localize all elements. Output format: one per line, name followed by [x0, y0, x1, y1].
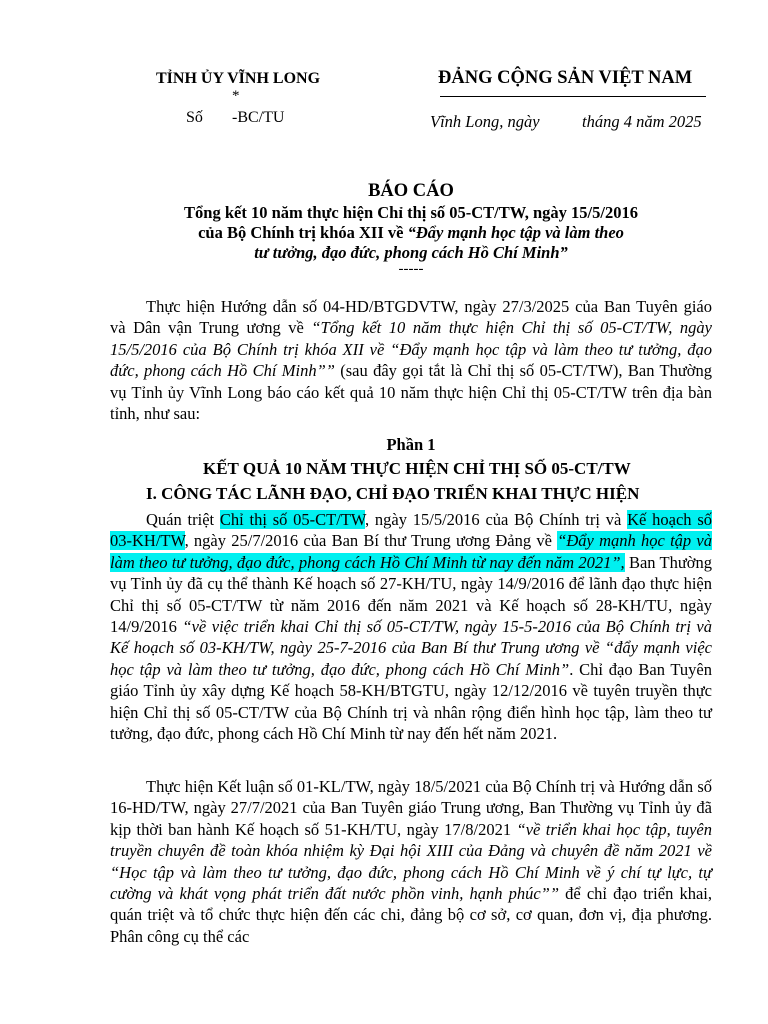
intro-text-1: Thực hiện Hướng dẫn số 04-HD/BTGDVTW, ngày 27/3/2025 của Ban Tuyên giáo và Dân vận Trung ương về	[110, 297, 712, 338]
section-heading: I. CÔNG TÁC LÃNH ĐẠO, CHỈ ĐẠO TRIỂN KHAI THỰC HIỆN	[146, 484, 640, 503]
report-subtitle-line-2	[110, 223, 712, 243]
paragraph-conclusion-01	[110, 776, 712, 947]
subtitle-line-2-plain: của Bộ Chính trị khóa XII về	[198, 223, 408, 242]
title-separator: -----	[398, 261, 424, 277]
place-date-suffix: tháng 4 năm 2025	[582, 112, 702, 131]
intro-paragraph	[110, 296, 712, 424]
report-title: BÁO CÁO	[368, 181, 454, 201]
highlight-directive-05: Chỉ thị số 05-CT/TW	[219, 510, 365, 529]
party-name-underline	[440, 96, 706, 97]
para2-text-2: để chỉ đạo triển khai, quán triệt và tổ chức thực hiện đến các chi, đảng bộ cơ sở, cơ quan, đơn vị, địa phương. Phân công cụ thể các	[110, 884, 712, 946]
header-star: *	[232, 88, 240, 104]
report-subtitle-line-3: tư tưởng, đạo đức, phong cách Hồ Chí Minh”	[254, 243, 568, 262]
para1-italic-quote: “về việc triển khai Chỉ thị số 05-CT/TW, ngày 15-5-2016 của Bộ Chính trị và Kế hoạch số 03-KH/TW, ngày 25-7-2016 của Ban Bí thư Trung ương về “đẩy mạnh việc học tập và làm theo tư tưởng, đạo đức, phong cách Hồ Chí Minh”	[110, 617, 713, 679]
report-subtitle-line-1: Tổng kết 10 năm thực hiện Chỉ thị số 05-CT/TW, ngày 15/5/2016	[184, 203, 638, 222]
party-name: ĐẢNG CỘNG SẢN VIỆT NAM	[438, 68, 693, 88]
paragraph-directive-implementation	[110, 509, 712, 744]
document-number-code: -BC/TU	[232, 109, 285, 126]
subtitle-line-2-italic: “Đẩy mạnh học tập và làm theo	[407, 223, 624, 242]
intro-text-2: (sau đây gọi tắt là Chỉ thị số 05-CT/TW), Ban Thường vụ Tỉnh ủy Vĩnh Long báo cáo kết quả 10 năm thực hiện Chỉ thị 05-CT/TW trên địa bàn tỉnh, như sau:	[110, 361, 712, 424]
highlight-campaign-title: “Đẩy mạnh học tập và làm theo tư tưởng, đạo đức, phong cách Hồ Chí Minh từ nay đến năm 2021”,	[110, 531, 712, 572]
para1-text-5: . Chỉ đạo Ban Tuyên giáo Tỉnh ủy xây dựng Kế hoạch 58-KH/BTGTU, ngày 12/12/2016 về tuyên truyền thực hiện Chỉ thị số 05-CT/TW của Bộ Chính trị và nhân rộng điển hình học tập, làm theo tư tưởng, đạo đức, phong cách Hồ Chí Minh từ nay đến hết năm 2021.	[110, 659, 712, 744]
document-number-label: Số	[186, 109, 203, 126]
issuing-organization: TỈNH ỦY VĨNH LONG	[155, 70, 321, 87]
para2-text-1: Thực hiện Kết luận số 01-KL/TW, ngày 18/5/2021 của Bộ Chính trị và Hướng dẫn số 16-HD/TW, ngày 27/7/2021 của Ban Tuyên giáo Trung ương, Ban Thường vụ Tỉnh ủy đã kịp thời ban hành Kế hoạch số 51-KH/TU, ngày 17/8/2021	[110, 777, 712, 839]
part-heading: KẾT QUẢ 10 NĂM THỰC HIỆN CHỈ THỊ SỐ 05-CT/TW	[203, 459, 631, 478]
para1-text-4: Ban Thường vụ Tỉnh ủy đã cụ thể thành Kế hoạch số 27-KH/TU, ngày 14/9/2016 để lãnh đạo thực hiện Chỉ thị số 05-CT/TW từ năm 2016 đến năm 2021 và Kế hoạch số 28-KH/TU, ngày 14/9/2016	[110, 552, 713, 637]
para1-text-1: Quán triệt	[146, 510, 220, 529]
highlight-plan-03: Kế hoạch số 03-KH/TW	[110, 510, 713, 551]
para2-italic-quote: “về triển khai học tập, tuyên truyền chuyên đề toàn khóa nhiệm kỳ Đại hội XIII của Đảng và chuyên đề năm 2021 về “Học tập và làm theo tư tưởng, đạo đức, phong cách Hồ Chí Minh về ý chí tự lực, tự cường và khát vọng phát triển đất nước phồn vinh, hạnh phúc””	[110, 819, 712, 904]
intro-quote: “Tổng kết 10 năm thực hiện Chỉ thị số 05-CT/TW, ngày 15/5/2016 của Bộ Chính trị khóa XII về “Đẩy mạnh học tập và làm theo tư tưởng, đạo đức, phong cách Hồ Chí Minh””	[110, 318, 712, 381]
para1-text-3: , ngày 25/7/2016 của Ban Bí thư Trung ương Đảng về	[184, 531, 558, 551]
place-date-prefix: Vĩnh Long, ngày	[430, 112, 540, 131]
para1-text-2: , ngày 15/5/2016 của Bộ Chính trị và	[364, 510, 628, 529]
part-label: Phần 1	[386, 435, 436, 454]
